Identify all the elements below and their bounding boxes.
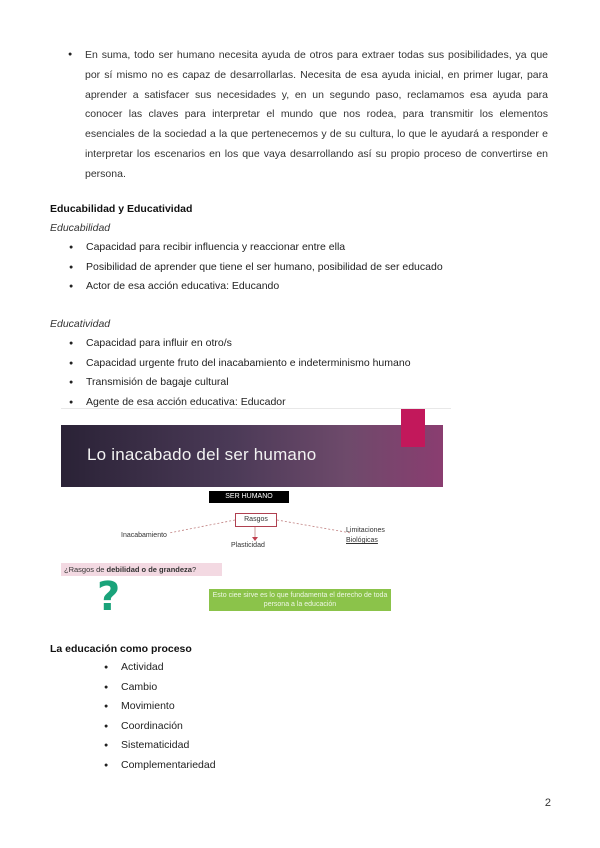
list-item: ● Coordinación [121,717,216,737]
educabilidad-list [86,238,443,297]
intro-paragraph: En suma, todo ser humano necesita ayuda de otros para extraer todas sus posibilidades, ya que por sí mismo no es capaz de desarrollarlas. Necesita de esa ayuda inicial, en primer lugar, para aprender a satisfacer sus necesidades y, en un segundo paso, reclamamos esa ayuda para conocer las claves para interpretar el mundo que nos rodea, para transmitir los elementos esenciales de la sociedad a la que pertenecemos y de su cultura, lo que le ayudará a responder e interpretar los escenarios en los que vaya desarrollando así su propio proceso de convertirse en persona. [85,49,548,180]
plasticidad-label: Plasticidad [231,542,265,549]
limitaciones-label: Limitaciones [346,527,385,534]
inacabamiento-label: Inacabamiento [121,532,167,539]
slide-image [61,408,451,639]
question-bold: debilidad o de grandeza [106,565,192,574]
list-item: ● Actor de esa acción educativa: Educando [86,277,443,297]
list-item: ● Capacidad urgente fruto del inacabamiento e indeterminismo humano [86,354,411,374]
biologicas-label: Biológicas [346,537,378,544]
bullet-icon: ● [68,51,73,58]
subheading-educabilidad: Educabilidad [50,222,111,234]
page-number: 2 [544,797,551,809]
ser-humano-label: SER HUMANO [209,491,289,503]
question-mark-icon: ? [97,574,121,620]
list-item: ● Sistematicidad [121,736,216,756]
rasgos-box: Rasgos [235,513,277,527]
list-item: ● Complementariedad [121,756,216,776]
slide-title: Lo inacabado del ser humano [87,445,317,464]
list-item: ● Actividad [121,658,216,678]
list-item: ● Agente de esa acción educativa: Educador [86,393,411,413]
question-banner [61,563,222,576]
green-note-box: Esto ciee sirve es lo que fundamenta el derecho de toda persona a la educación [209,589,391,611]
question-prefix: ¿Rasgos de [64,565,107,574]
section-heading-proceso: La educación como proceso [50,643,192,655]
subheading-educatividad: Educatividad [50,318,111,330]
proceso-list [121,658,216,775]
list-item: ● Posibilidad de aprender que tiene el ser humano, posibilidad de ser educado [86,258,443,278]
list-item: ● Capacidad para recibir influencia y reaccionar entre ella [86,238,443,258]
educatividad-list [86,334,411,412]
question-suffix: ? [191,565,197,574]
list-item: ● Cambio [121,678,216,698]
list-item: ● Transmisión de bagaje cultural [86,373,411,393]
list-item: ● Capacidad para influir en otro/s [86,334,411,354]
list-item: ● Movimiento [121,697,216,717]
section-heading-educabilidad: Educabilidad y Educatividad [50,203,193,215]
